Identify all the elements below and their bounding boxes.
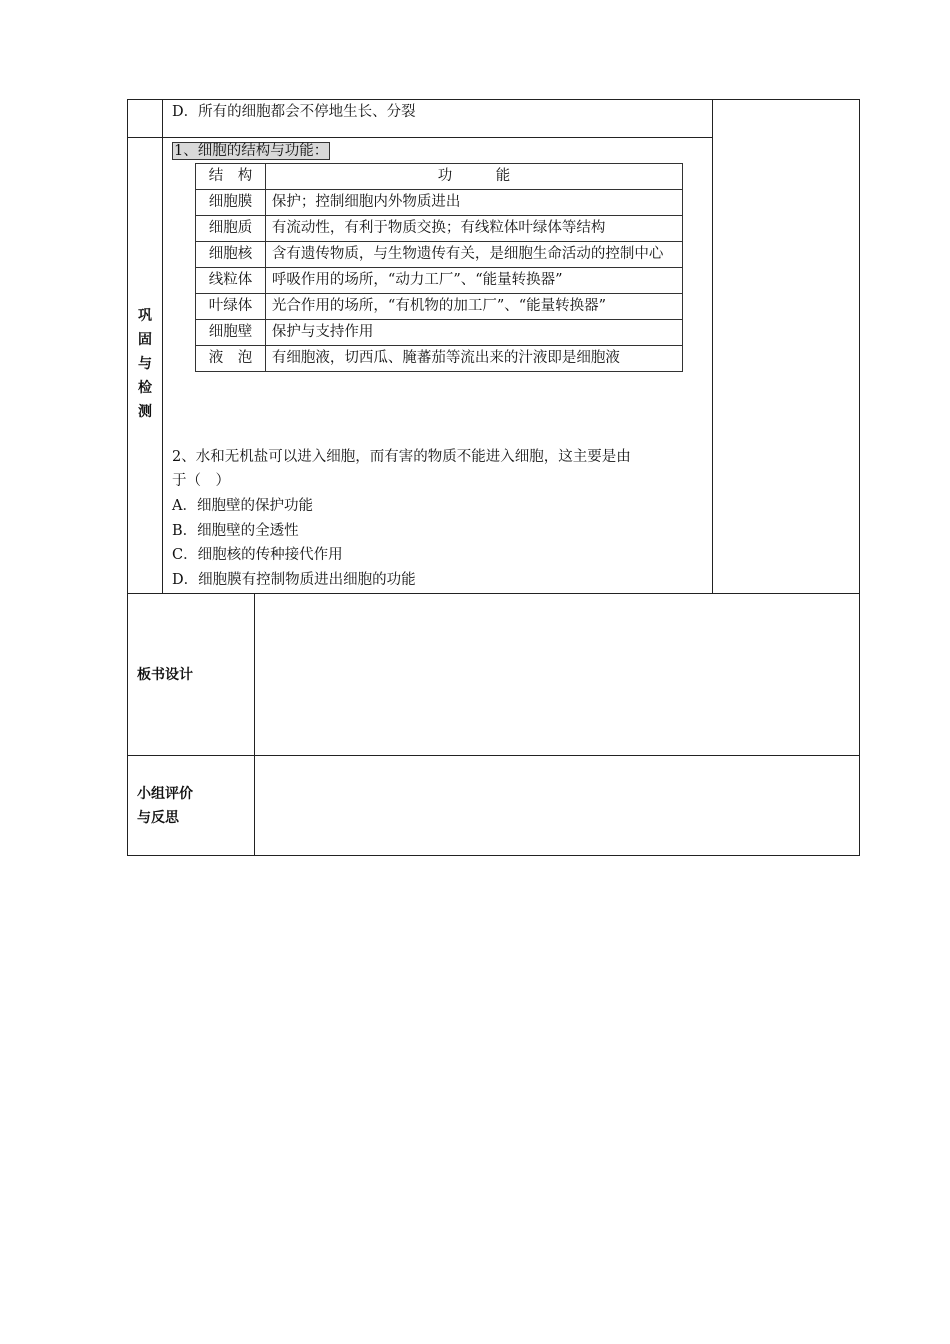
- group-review-label-line2: 与反思: [137, 810, 179, 826]
- table-row: [196, 242, 683, 268]
- border-label-col: [162, 99, 163, 594]
- border-bottom: [127, 855, 860, 856]
- table-row: [196, 216, 683, 242]
- border-board-bottom: [127, 755, 860, 756]
- border-right: [859, 99, 860, 856]
- border-content-right: [712, 99, 713, 594]
- row-function: 有流动性，有利于物质交换；有线粒体叶绿体等结构: [265, 216, 682, 242]
- label-char-2: 固: [138, 332, 152, 348]
- q1-title: [172, 139, 330, 164]
- row-function: 含有遗传物质，与生物遗传有关，是细胞生命活动的控制中心: [265, 242, 682, 268]
- q1-title-text: 1、细胞的结构与功能：: [174, 143, 329, 159]
- border-consolidation-bottom: [127, 593, 860, 594]
- board-design-label: 板书设计: [137, 667, 193, 683]
- q2-option-b: B．细胞壁的全透性: [172, 523, 299, 539]
- row-structure: 细胞壁: [196, 320, 266, 346]
- q2-option-c: C．细胞核的传种接代作用: [172, 547, 343, 563]
- label-char-4: 检: [138, 380, 152, 396]
- q2-stem-line1: 2、水和无机盐可以进入细胞，而有害的物质不能进入细胞，这主要是由: [172, 449, 631, 465]
- option-d-top: D．所有的细胞都会不停地生长、分裂: [172, 104, 416, 120]
- label-char-5: 测: [138, 404, 152, 420]
- q2-option-a: A．细胞壁的保护功能: [172, 498, 313, 514]
- row-structure: 线粒体: [196, 268, 266, 294]
- row-function: 保护与支持作用: [265, 320, 682, 346]
- label-char-3: 与: [138, 356, 152, 372]
- row-structure: 液 泡: [196, 346, 266, 372]
- consolidation-label: [128, 304, 162, 424]
- table-row: [196, 268, 683, 294]
- border-row1-bottom: [127, 137, 713, 138]
- border-lower-label-col: [254, 593, 255, 856]
- group-review-label-line1: 小组评价: [137, 786, 193, 802]
- row-function: 呼吸作用的场所，“动力工厂”、“能量转换器”: [265, 268, 682, 294]
- table-header-row: [196, 164, 683, 190]
- row-function: 有细胞液，切西瓜、腌蕃茄等流出来的汁液即是细胞液: [265, 346, 682, 372]
- header-structure: 结 构: [196, 164, 266, 190]
- q2-option-d: D．细胞膜有控制物质进出细胞的功能: [172, 572, 416, 588]
- q2-stem-line2: 于（ ）: [172, 473, 230, 489]
- row-function: 保护；控制细胞内外物质进出: [265, 190, 682, 216]
- label-char-1: 巩: [138, 308, 152, 324]
- row-structure: 细胞膜: [196, 190, 266, 216]
- table-row: [196, 190, 683, 216]
- row-structure: 细胞质: [196, 216, 266, 242]
- structure-function-table: [195, 163, 683, 372]
- header-function: 功 能: [265, 164, 682, 190]
- row-structure: 细胞核: [196, 242, 266, 268]
- table-row: [196, 320, 683, 346]
- border-left: [127, 99, 128, 856]
- row-structure: 叶绿体: [196, 294, 266, 320]
- table-row: [196, 294, 683, 320]
- table-row: [196, 346, 683, 372]
- row-function: 光合作用的场所，“有机物的加工厂”、“能量转换器”: [265, 294, 682, 320]
